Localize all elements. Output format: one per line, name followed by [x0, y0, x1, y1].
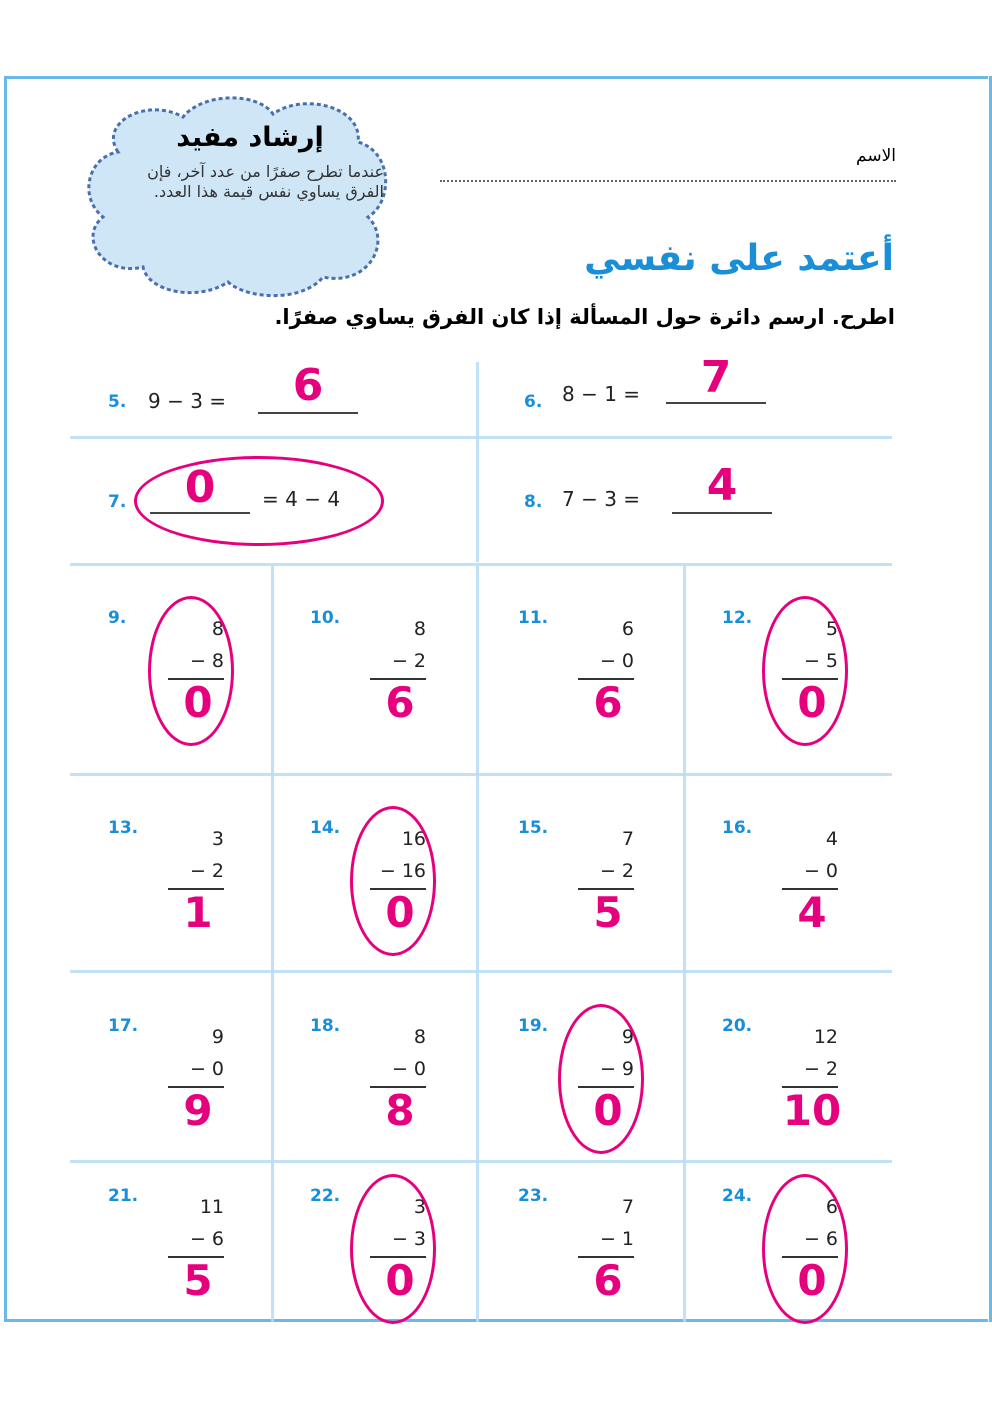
- problem-number: 22.: [310, 1186, 341, 1206]
- problem-number: 5.: [108, 392, 127, 412]
- subtrahend: − 9: [599, 1058, 634, 1080]
- answer: 1: [183, 888, 213, 937]
- subtrahend: − 8: [189, 650, 224, 672]
- tip-title: إرشاد مفيد: [176, 122, 324, 153]
- answer-line[interactable]: [258, 412, 358, 414]
- problem-number: 18.: [310, 1016, 341, 1036]
- minuend: 4: [825, 828, 838, 850]
- minuend: 7: [621, 1196, 634, 1218]
- minuend: 8: [413, 618, 426, 640]
- problem-number: 24.: [722, 1186, 753, 1206]
- answer: 0: [385, 888, 415, 937]
- minuend: 8: [413, 1026, 426, 1048]
- copyright-note: [938, 980, 948, 1250]
- answer-circle: [148, 596, 234, 746]
- grid-divider: [476, 566, 479, 1322]
- problem-number: 19.: [518, 1016, 549, 1036]
- answer-circle: [134, 456, 384, 546]
- subtrahend: − 6: [189, 1228, 224, 1250]
- subtrahend: − 3: [391, 1228, 426, 1250]
- answer: 6: [593, 678, 623, 727]
- minuend: 9: [211, 1026, 224, 1048]
- answer: 4: [706, 460, 738, 511]
- problem-number: 8.: [524, 492, 543, 512]
- subtrahend: − 16: [379, 860, 426, 882]
- problem-number: 15.: [518, 818, 549, 838]
- subtrahend: − 0: [803, 860, 838, 882]
- minuend: 11: [199, 1196, 224, 1218]
- problem-number: 6.: [524, 392, 543, 412]
- answer: 0: [593, 1086, 623, 1135]
- answer: 4: [797, 888, 827, 937]
- grid-divider: [271, 566, 274, 1322]
- subtrahend: − 2: [803, 1058, 838, 1080]
- name-label: الاسم: [856, 146, 896, 166]
- minuend: 6: [825, 1196, 838, 1218]
- grid-divider: [476, 362, 479, 562]
- grid-divider: [683, 566, 686, 1322]
- minuend: 7: [621, 828, 634, 850]
- answer: 10: [782, 1086, 842, 1135]
- answer: 0: [385, 1256, 415, 1305]
- subtrahend: − 0: [599, 650, 634, 672]
- problem-number: 23.: [518, 1186, 549, 1206]
- subtrahend: − 2: [599, 860, 634, 882]
- minuend: 16: [401, 828, 426, 850]
- minuend: 9: [621, 1026, 634, 1048]
- answer: 6: [292, 360, 324, 411]
- problem-number: 16.: [722, 818, 753, 838]
- answer: 5: [593, 888, 623, 937]
- problem-number: 13.: [108, 818, 139, 838]
- problem-number: 14.: [310, 818, 341, 838]
- grid-divider: [70, 970, 892, 973]
- answer: 5: [183, 1256, 213, 1305]
- answer-line[interactable]: [672, 512, 772, 514]
- minuend: 6: [621, 618, 634, 640]
- problem-number: 20.: [722, 1016, 753, 1036]
- problem-number: 9.: [108, 608, 127, 628]
- subtrahend: − 6: [803, 1228, 838, 1250]
- name-field[interactable]: [440, 180, 896, 182]
- answer: 0: [183, 678, 213, 727]
- problem-expression: 9 − 3 =: [148, 389, 227, 413]
- problem-number: 7.: [108, 492, 127, 512]
- grid-divider: [70, 563, 892, 566]
- problem-number: 17.: [108, 1016, 139, 1036]
- problem-number: 21.: [108, 1186, 139, 1206]
- answer-circle: [350, 1174, 436, 1324]
- grid-divider: [70, 436, 892, 439]
- minuend: 12: [813, 1026, 838, 1048]
- problem-number: 11.: [518, 608, 549, 628]
- minuend: 5: [825, 618, 838, 640]
- grid-divider: [70, 773, 892, 776]
- subtrahend: − 0: [189, 1058, 224, 1080]
- answer-circle: [762, 1174, 848, 1324]
- minuend: 8: [211, 618, 224, 640]
- minuend: 3: [211, 828, 224, 850]
- tip-body: عندما تطرح صفرًا من عدد آخر، فإن الفرق يساوي نفس قيمة هذا العدد.: [147, 162, 384, 201]
- problem-expression: 8 − 1 =: [562, 382, 641, 406]
- subtrahend: − 2: [189, 860, 224, 882]
- subtrahend: − 0: [391, 1058, 426, 1080]
- answer: 9: [183, 1086, 213, 1135]
- answer: 0: [797, 678, 827, 727]
- answer: 6: [593, 1256, 623, 1305]
- answer: 0: [797, 1256, 827, 1305]
- problem-expression: = 4 − 4: [262, 487, 341, 511]
- subtrahend: − 1: [599, 1228, 634, 1250]
- grid-divider: [70, 1160, 892, 1163]
- problem-number: 10.: [310, 608, 341, 628]
- answer-circle: [350, 806, 436, 956]
- subtrahend: − 2: [391, 650, 426, 672]
- answer-circle: [762, 596, 848, 746]
- page-title: أعتمد على نفسي: [584, 238, 894, 279]
- answer-circle: [558, 1004, 644, 1154]
- minuend: 3: [413, 1196, 426, 1218]
- answer: 7: [700, 352, 732, 403]
- problem-expression: 7 − 3 =: [562, 487, 641, 511]
- subtrahend: − 5: [803, 650, 838, 672]
- problem-number: 12.: [722, 608, 753, 628]
- instructions: اطرح. ارسم دائرة حول المسألة إذا كان الفرق يساوي صفرًا.: [274, 305, 895, 329]
- answer: 8: [385, 1086, 415, 1135]
- answer: 6: [385, 678, 415, 727]
- answer: 0: [184, 462, 216, 513]
